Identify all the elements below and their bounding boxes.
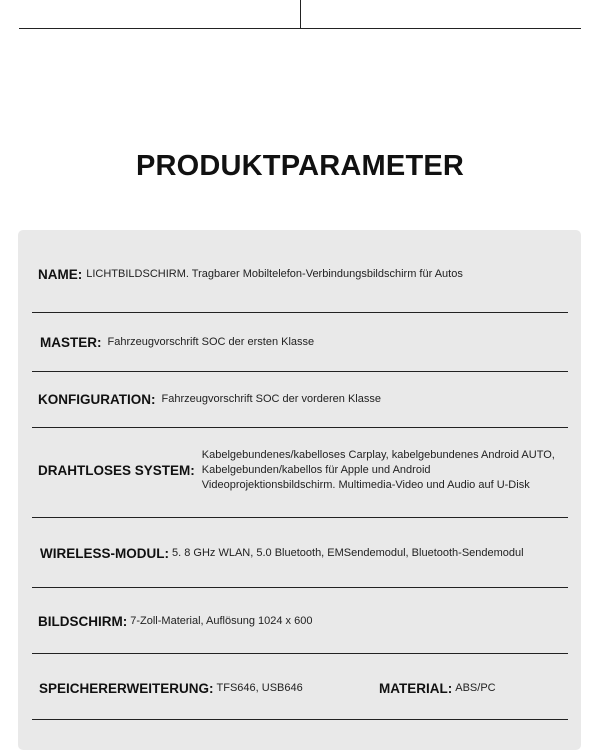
param-label: KONFIGURATION: <box>38 391 156 407</box>
top-divider-line <box>19 28 581 29</box>
parameter-panel <box>18 230 581 750</box>
param-value-line: Videoprojektionsbildschirm. Multimedia-Video und Audio auf U-Disk <box>201 478 530 491</box>
param-value: 7-Zoll-Material, Auflösung 1024 x 600 <box>130 614 313 627</box>
param-material-group <box>379 677 496 699</box>
param-label: MASTER: <box>40 334 102 350</box>
param-value: Fahrzeugvorschrift SOC der vorderen Klasse <box>161 392 381 405</box>
param-value: 5. 8 GHz WLAN, 5.0 Bluetooth, EMSendemodul, Bluetooth-Sendemodul <box>172 546 524 559</box>
param-row-konfiguration <box>38 388 568 410</box>
param-value-line: Kabelgebundenes/kabelloses Carplay, kabelgebundenes Android AUTO, <box>201 448 555 461</box>
param-label-material: MATERIAL: <box>379 680 453 696</box>
param-value: LICHTBILDSCHIRM. Tragbarer Mobiltelefon-Verbindungsbildschirm für Autos <box>86 267 463 280</box>
param-label: WIRELESS-MODUL: <box>40 545 169 561</box>
row-divider <box>32 653 568 654</box>
param-label: NAME: <box>38 266 83 282</box>
param-value <box>202 448 555 493</box>
param-row-speichererweiterung <box>39 677 569 699</box>
param-value: Fahrzeugvorschrift SOC der ersten Klasse <box>107 335 315 348</box>
param-value-line: Kabelgebunden/kabellos für Apple und Android <box>201 463 431 476</box>
param-row-wireless-modul <box>40 542 570 564</box>
param-row-master <box>40 331 570 353</box>
row-divider <box>32 371 568 372</box>
top-divider-tick <box>300 0 301 29</box>
row-divider <box>32 719 568 720</box>
param-label: BILDSCHIRM: <box>38 613 128 629</box>
param-row-drahtloses-system <box>38 444 568 496</box>
row-divider <box>32 587 568 588</box>
param-label: DRAHTLOSES SYSTEM: <box>38 462 195 478</box>
param-value: TFS646, USB646 <box>216 681 303 694</box>
page-title: PRODUKTPARAMETER <box>135 150 465 182</box>
row-divider <box>32 312 568 313</box>
param-label: SPEICHERERWEITERUNG: <box>39 680 214 696</box>
row-divider <box>32 427 568 428</box>
param-row-bildschirm <box>38 610 568 632</box>
param-value-material: ABS/PC <box>455 681 496 694</box>
row-divider <box>32 517 568 518</box>
param-row-name <box>38 263 568 285</box>
